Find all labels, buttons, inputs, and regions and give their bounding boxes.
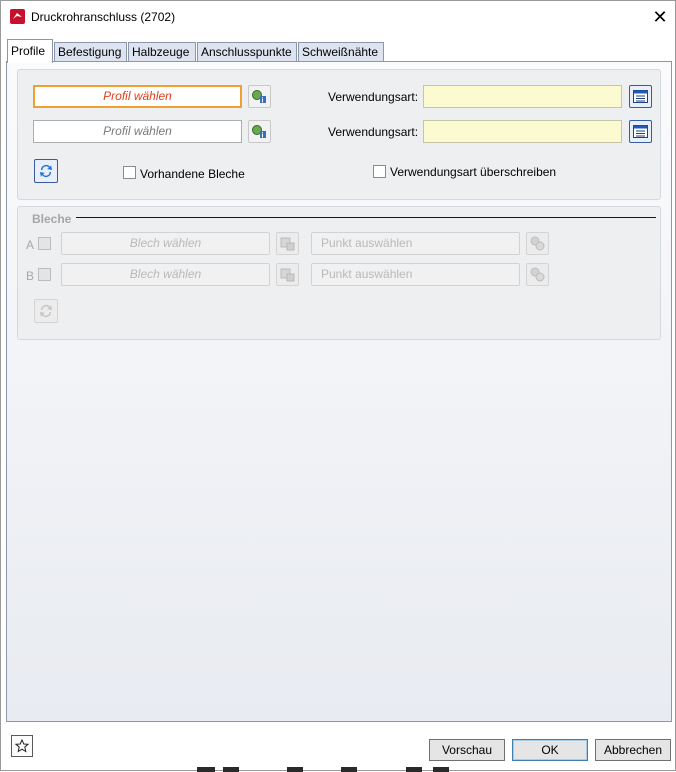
profile-select-button-2[interactable]: Profil wählen xyxy=(33,120,242,143)
swap-arrows-icon xyxy=(38,163,54,179)
close-button[interactable] xyxy=(645,1,675,33)
override-usage-checkbox[interactable] xyxy=(373,165,386,178)
svg-text:i: i xyxy=(261,97,264,105)
favorites-button[interactable] xyxy=(11,735,33,757)
point-pick-icon xyxy=(529,235,546,252)
tab-content-profile xyxy=(6,61,672,722)
sheet-pick-icon xyxy=(279,235,296,252)
profile-info-icon xyxy=(251,123,268,140)
sheet-pick-icon xyxy=(279,266,296,283)
row-b-sheet-button[interactable]: Blech wählen xyxy=(61,263,270,286)
app-logo-icon xyxy=(10,9,25,24)
sheets-group xyxy=(17,206,661,340)
profile-select-button-1[interactable]: Profil wählen xyxy=(33,85,242,108)
row-b-sheet-info-button[interactable] xyxy=(276,263,299,286)
window-title: Druckrohranschluss (2702) xyxy=(31,10,176,24)
close-icon: ✕ xyxy=(652,6,668,27)
tab-profile[interactable]: Profile xyxy=(7,39,53,63)
usage-label-2: Verwendungsart: xyxy=(328,125,419,139)
row-a-sheet-info-button[interactable] xyxy=(276,232,299,255)
row-b-point-field[interactable]: Punkt auswählen xyxy=(311,263,520,286)
list-icon xyxy=(633,125,648,138)
usage-field-2[interactable] xyxy=(423,120,622,143)
preview-button[interactable]: Vorschau xyxy=(429,739,505,761)
override-usage-label: Verwendungsart überschreiben xyxy=(390,165,557,179)
legend-divider xyxy=(76,217,656,218)
resize-grip-strip xyxy=(191,767,491,772)
tab-halbzeuge[interactable]: Halbzeuge xyxy=(128,42,196,62)
point-pick-icon xyxy=(529,266,546,283)
row-b-checkbox[interactable] xyxy=(38,268,51,281)
svg-text:i: i xyxy=(261,132,264,140)
sheets-legend: Bleche xyxy=(32,212,72,226)
row-a-point-button[interactable] xyxy=(526,232,549,255)
tab-befestigung[interactable]: Befestigung xyxy=(54,42,127,62)
swap-arrows-icon xyxy=(38,303,54,319)
usage-list-button-1[interactable] xyxy=(629,85,652,108)
ok-button[interactable]: OK xyxy=(512,739,588,761)
cancel-button[interactable]: Abbrechen xyxy=(595,739,671,761)
tab-schweissnaehte[interactable]: Schweißnähte xyxy=(298,42,384,62)
existing-sheets-label: Vorhandene Bleche xyxy=(140,167,245,181)
usage-label-1: Verwendungsart: xyxy=(328,90,419,104)
row-b-point-button[interactable] xyxy=(526,263,549,286)
usage-field-1[interactable] xyxy=(423,85,622,108)
existing-sheets-checkbox[interactable] xyxy=(123,166,136,179)
row-a-checkbox[interactable] xyxy=(38,237,51,250)
row-a-point-field[interactable]: Punkt auswählen xyxy=(311,232,520,255)
list-icon xyxy=(633,90,648,103)
row-b-letter: B xyxy=(26,269,35,283)
profile-info-button-2[interactable] xyxy=(248,120,271,143)
row-a-letter: A xyxy=(26,238,35,252)
profile-info-button-1[interactable] xyxy=(248,85,271,108)
swap-button[interactable] xyxy=(34,159,58,183)
title-bar xyxy=(1,1,675,33)
usage-list-button-2[interactable] xyxy=(629,120,652,143)
profile-group xyxy=(17,69,661,200)
row-a-sheet-button[interactable]: Blech wählen xyxy=(61,232,270,255)
profile-info-icon xyxy=(251,88,268,105)
tab-anschlusspunkte[interactable]: Anschlusspunkte xyxy=(197,42,297,62)
star-icon xyxy=(15,739,29,753)
sheets-swap-button[interactable] xyxy=(34,299,58,323)
